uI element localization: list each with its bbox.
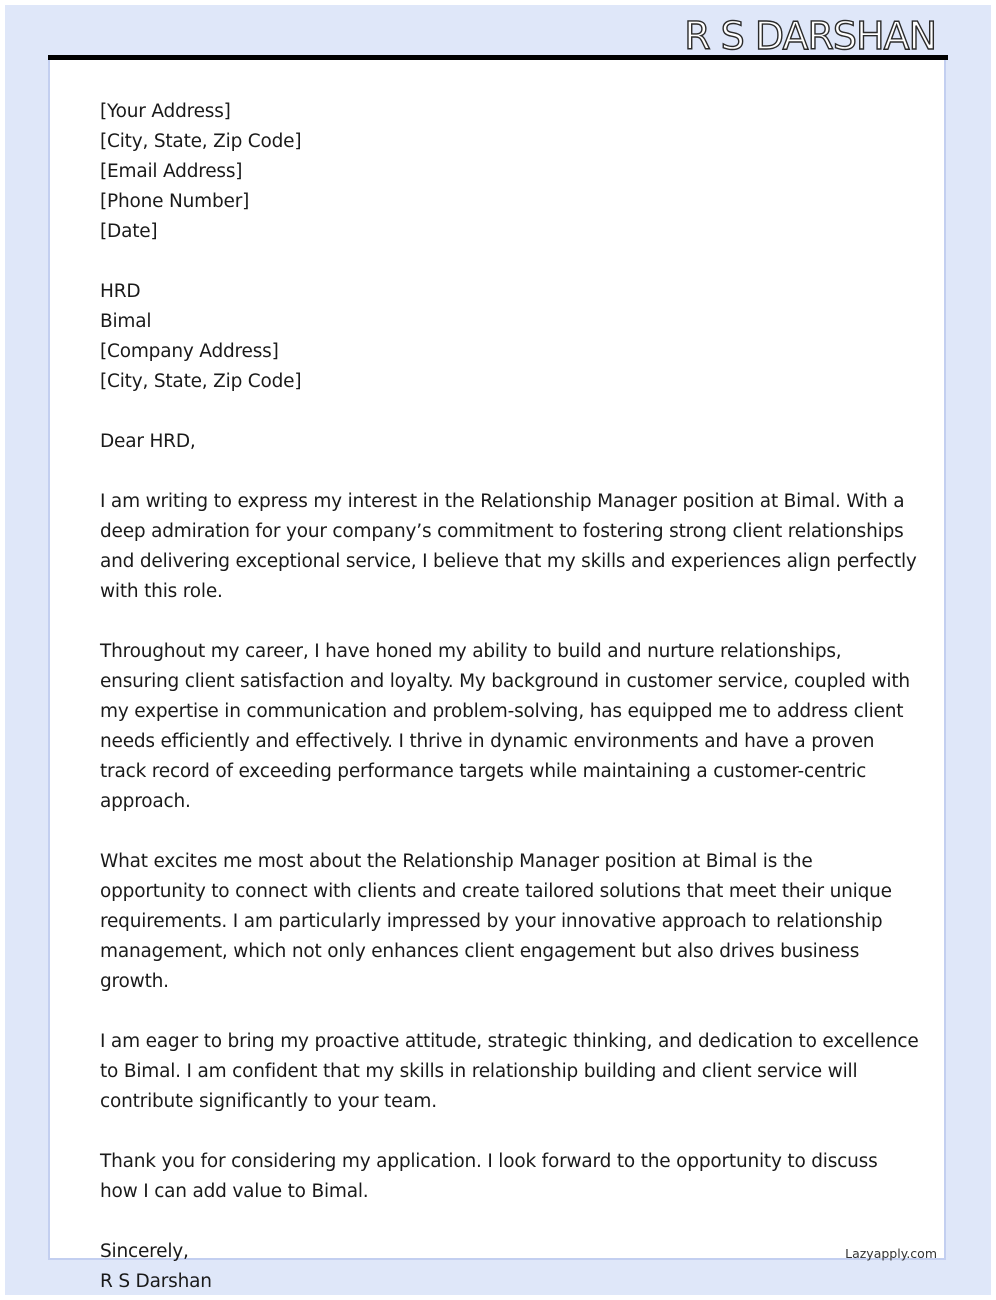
paragraph-line: needs efficiently and effectively. I thrive in dynamic environments and have a proven	[100, 731, 875, 752]
recipient-city-state-zip: [City, State, Zip Code]	[100, 371, 302, 392]
paragraph-line: with this role.	[100, 581, 223, 602]
paragraph-line: growth.	[100, 971, 169, 992]
header-name: R S DARSHAN	[684, 14, 936, 58]
paragraph-line: contribute significantly to your team.	[100, 1091, 437, 1112]
signature-name: R S Darshan	[100, 1271, 212, 1292]
paragraph-line: track record of exceeding performance targets while maintaining a customer-centric	[100, 761, 867, 782]
body-paragraph-4	[100, 1027, 919, 1117]
recipient-block	[100, 277, 900, 397]
paragraph-line: deep admiration for your company’s commitment to fostering strong client relationships	[100, 521, 904, 542]
paragraph-line: opportunity to connect with clients and create tailored solutions that meet their unique	[100, 881, 892, 902]
sender-phone: [Phone Number]	[100, 191, 250, 212]
paragraph-line: and delivering exceptional service, I believe that my skills and experiences align perfectly	[100, 551, 917, 572]
body-paragraph-1	[100, 487, 917, 607]
body-paragraph-2	[100, 637, 910, 817]
paragraph-line: approach.	[100, 791, 191, 812]
paragraph-line: Throughout my career, I have honed my ability to build and nurture relationships,	[100, 641, 842, 662]
recipient-title: HRD	[100, 281, 141, 302]
paragraph-line: how I can add value to Bimal.	[100, 1181, 369, 1202]
paragraph-line: my expertise in communication and problem-solving, has equipped me to address client	[100, 701, 904, 722]
letter-date: [Date]	[100, 221, 158, 242]
sender-email: [Email Address]	[100, 161, 243, 182]
cover-letter	[100, 97, 919, 1297]
sender-city-state-zip: [City, State, Zip Code]	[100, 131, 302, 152]
paragraph-line: I am eager to bring my proactive attitude, strategic thinking, and dedication to excellence	[100, 1031, 919, 1052]
recipient-company: Bimal	[100, 311, 152, 332]
paragraph-line: management, which not only enhances client engagement but also drives business	[100, 941, 860, 962]
body-paragraph-5	[100, 1147, 900, 1207]
recipient-address: [Company Address]	[100, 341, 279, 362]
paragraph-line: What excites me most about the Relationship Manager position at Bimal is the	[100, 851, 813, 872]
salutation: Dear HRD,	[100, 431, 196, 452]
paragraph-line: to Bimal. I am confident that my skills in relationship building and client service will	[100, 1061, 858, 1082]
paragraph-line: ensuring client satisfaction and loyalty. My background in customer service, coupled with	[100, 671, 910, 692]
body-paragraph-3	[100, 847, 900, 997]
paragraph-line: I am writing to express my interest in the Relationship Manager position at Bimal. With a	[100, 491, 905, 512]
paragraph-line: Thank you for considering my application. I look forward to the opportunity to discuss	[100, 1151, 878, 1172]
closing: Sincerely,	[100, 1241, 189, 1262]
paragraph-line: requirements. I am particularly impressed by your innovative approach to relationship	[100, 911, 883, 932]
watermark: Lazyapply.com	[845, 1246, 937, 1261]
sender-block	[100, 97, 900, 247]
sender-address: [Your Address]	[100, 101, 231, 122]
